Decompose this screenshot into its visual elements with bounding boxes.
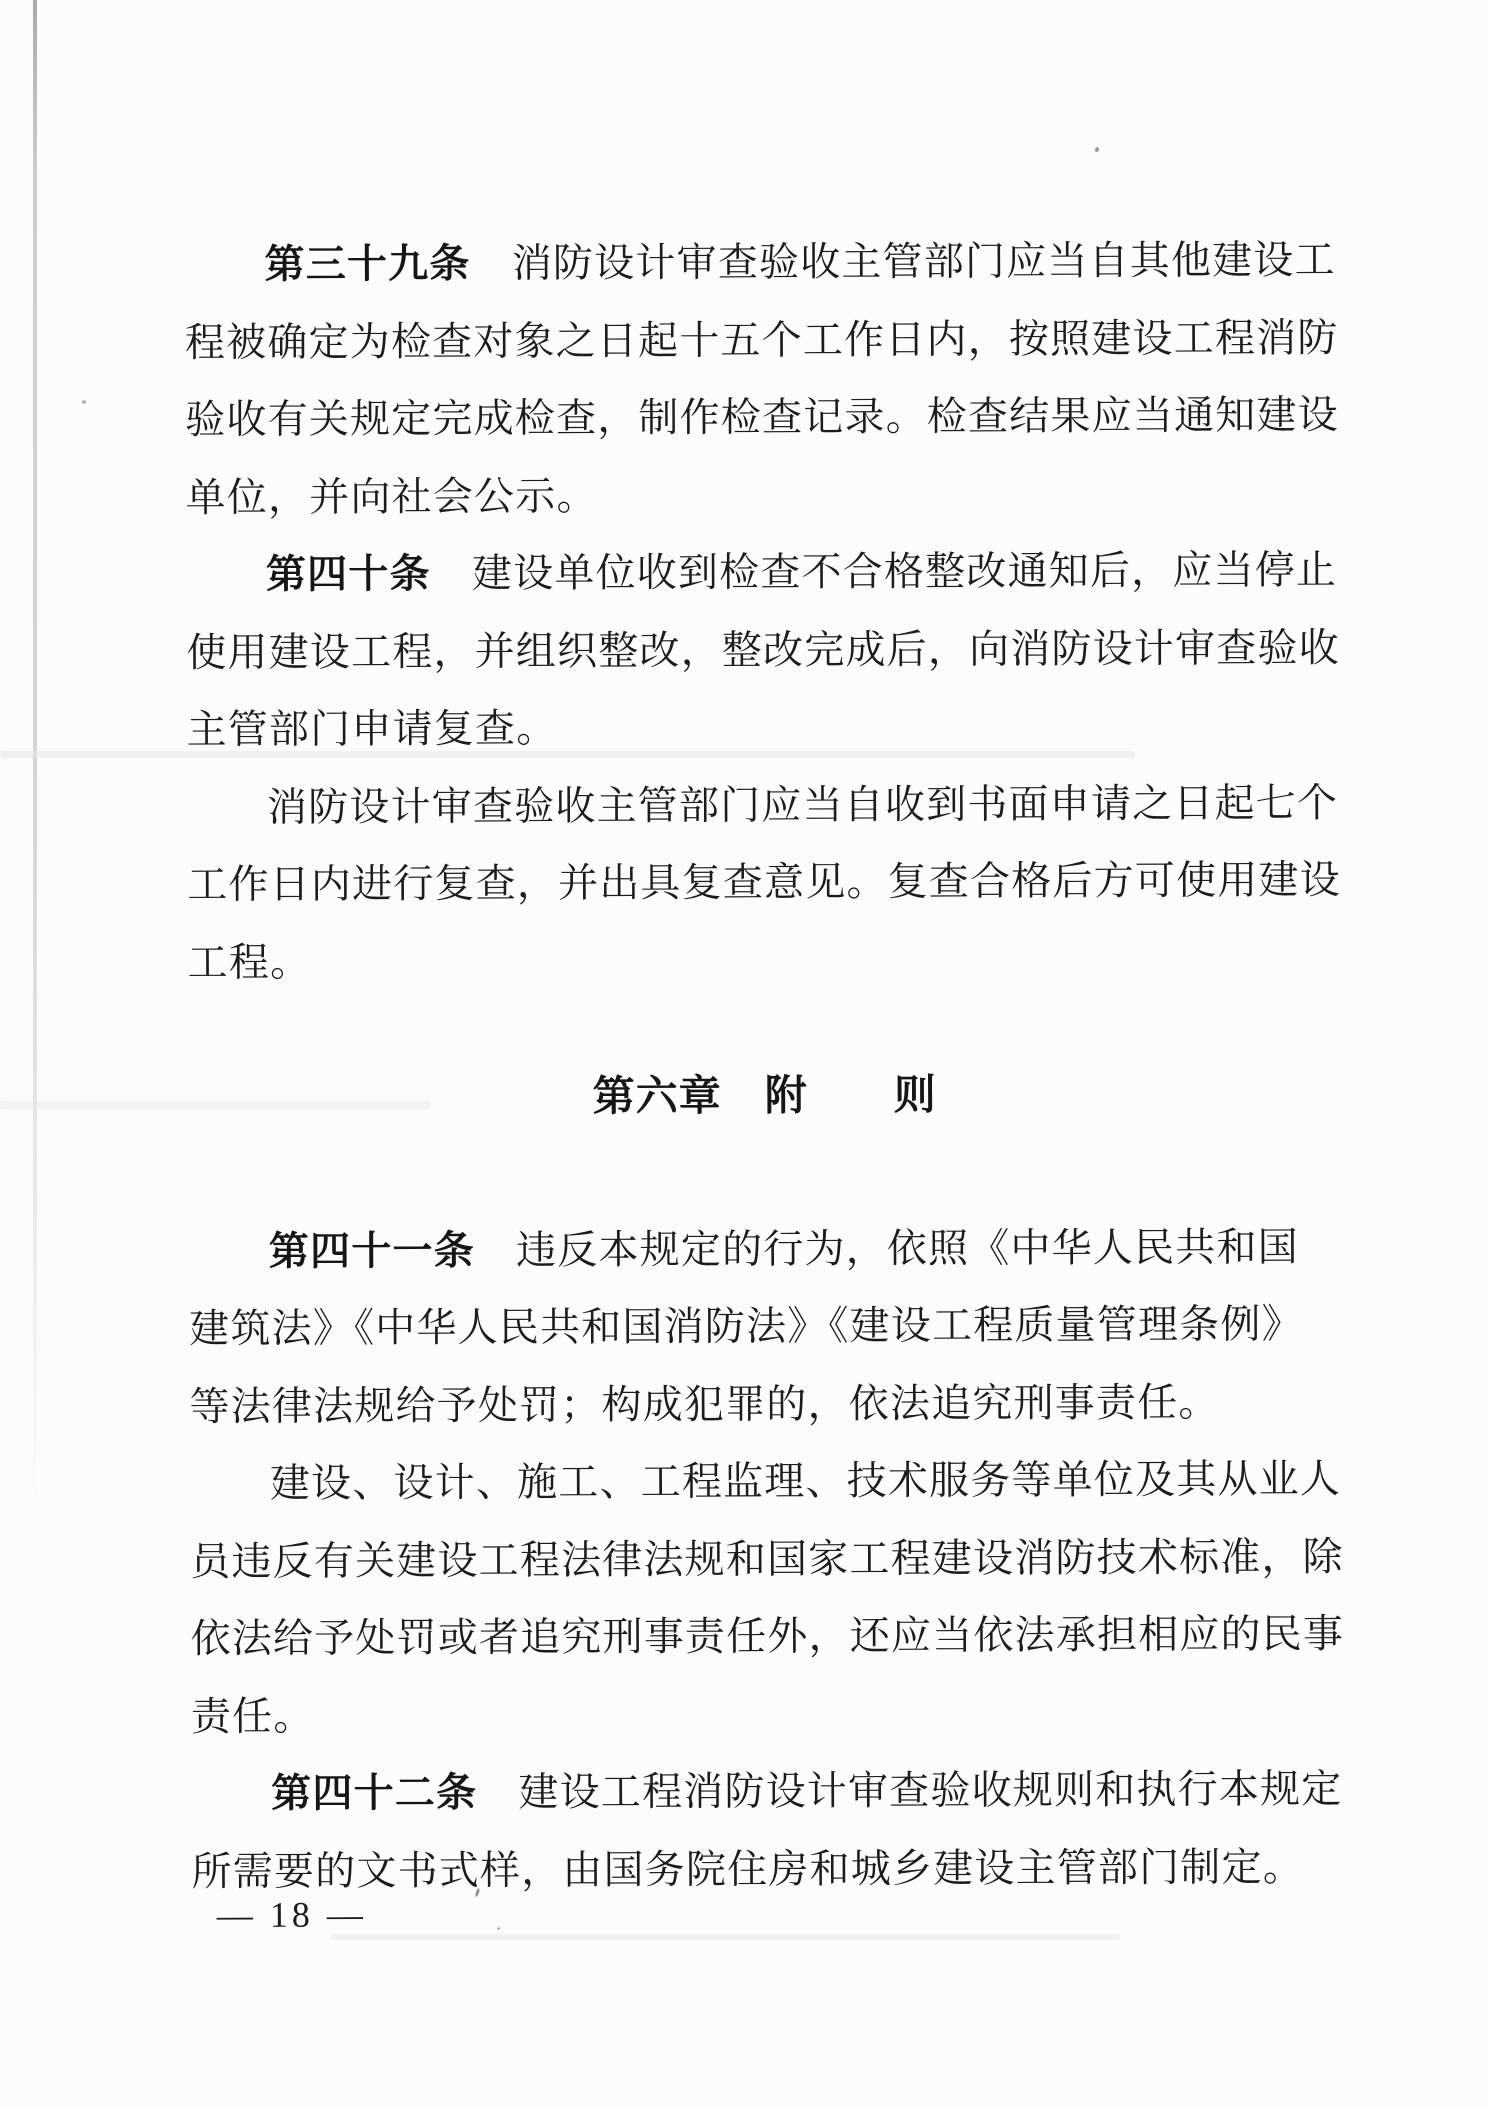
line-text: 建设、设计、施工、工程监理、技术服务等单位及其从业人 [269,1456,1342,1506]
paragraph-line: 使用建设工程，并组织整改，整改完成后，向消防设计审查验收 [186,624,1340,675]
paragraph-line: 单位，并向社会公示。 [185,472,598,520]
article-number: 第四十条 [265,551,431,597]
paragraph-line: 等法律法规给予处罚；构成犯罪的，依法追究刑事责任。 [189,1379,1220,1429]
paragraph-line: 所需要的文书式样，由国务院住房和城乡建设主管部门制定。 [191,1843,1305,1894]
chapter-heading: 第六章 附 则 [592,1072,937,1121]
line-text: 建设工程消防设计审查验收规则和执行本规定 [477,1766,1343,1815]
line-text: 建设单位收到检查不合格整改通知后，应当停止 [430,547,1338,597]
paragraph-line: 程被确定为检查对象之日起十五个工作日内，按照建设工程消防 [184,314,1339,365]
paragraph-line: 工作日内进行复查，并出具复查意见。复查合格后方可使用建设 [187,857,1341,908]
paragraph-line [184,221,1337,304]
paragraph-line: 员违反有关建设工程法律法规和国家工程建设消防技术标准，除 [190,1533,1344,1584]
article-number: 第四十二条 [271,1769,478,1816]
line-text: 消防设计审查验收主管部门应当自收到书面申请之日起七个 [266,779,1339,830]
paragraph-line: 工程。 [187,939,312,985]
paragraph-line [187,764,1340,847]
paragraph-line: 建筑法》《中华人民共和国消防法》《建设工程质量管理条例》 [189,1301,1303,1352]
paragraph-line: 验收有关规定完成检查，制作检查记录。检查结果应当通知建设 [185,392,1339,443]
page-number: — 18 — [216,1894,367,1936]
article-text-block [184,221,1344,1910]
line-text: 违反本规定的行为，依照《中华人民共和国 [474,1223,1299,1273]
paragraph-line: 依法给予处罚或者追究刑事责任外，还应当依法承担相应的民事 [190,1611,1345,1662]
paragraph-line [190,1440,1343,1523]
paragraph-line [186,531,1339,614]
paragraph-line: 主管部门申请复查。 [186,705,558,753]
paragraph-line [189,1208,1342,1291]
paragraph-line: 责任。 [190,1693,315,1739]
article-number: 第四十一条 [268,1227,475,1274]
article-number: 第三十九条 [264,240,471,287]
paragraph-line [191,1750,1344,1833]
line-text: 消防设计审查验收主管部门应当自其他建设工 [470,237,1336,286]
